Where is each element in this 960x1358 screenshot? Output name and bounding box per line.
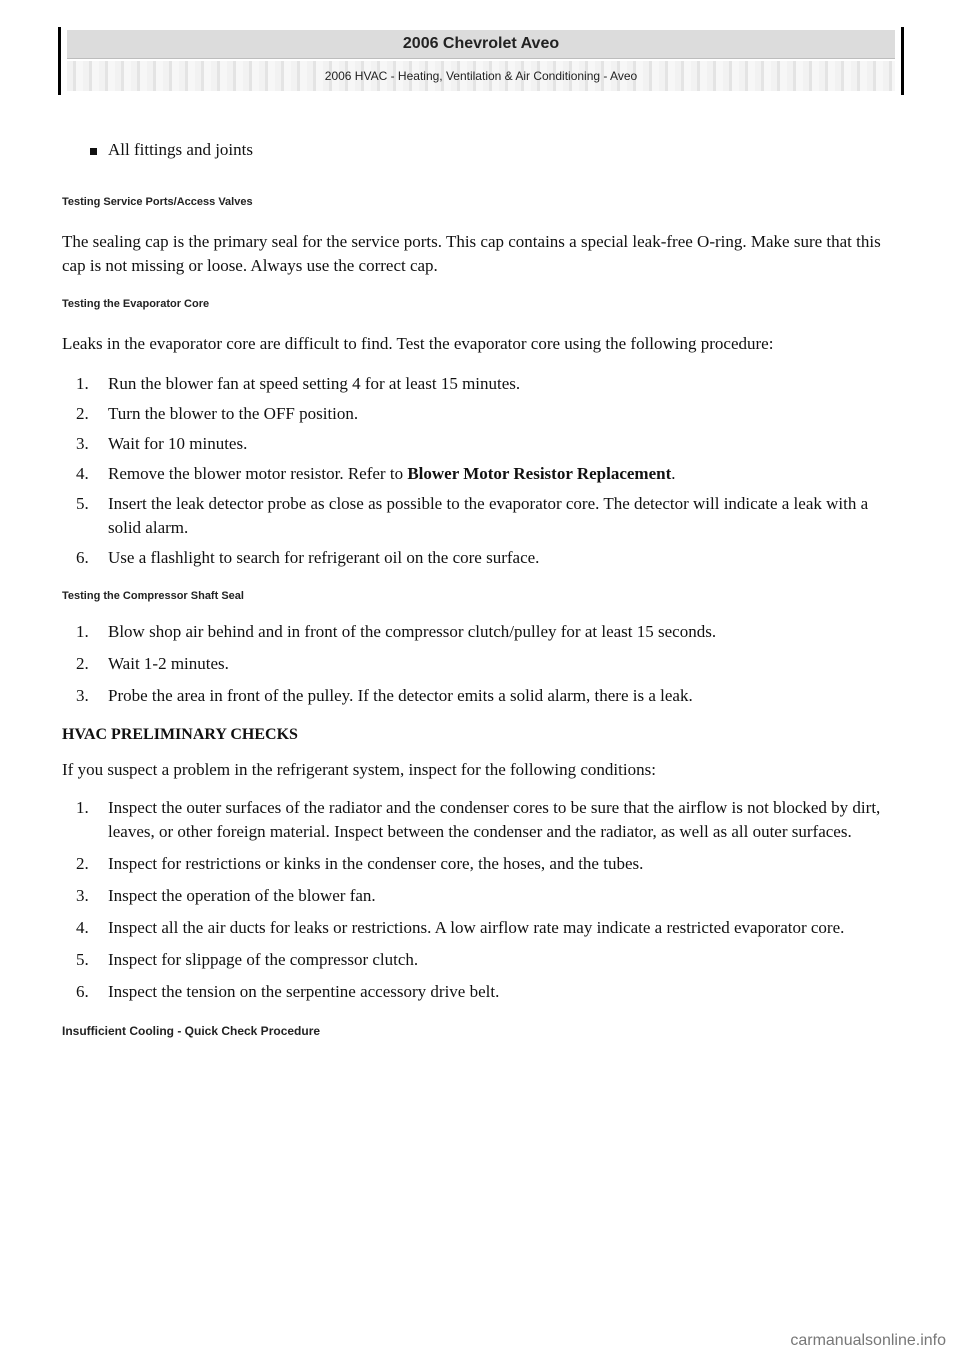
list-item: [62, 884, 902, 908]
document-body: [62, 138, 902, 1038]
step-text: Blow shop air behind and in front of the compressor clutch/pulley for at least 15 seconds.: [108, 622, 717, 641]
step-text: Inspect all the air ducts for leaks or restrictions. A low airflow rate may indicate a restricted evaporator core.: [108, 918, 845, 937]
insufficient-cooling-heading: Insufficient Cooling - Quick Check Procedure: [62, 1024, 321, 1038]
step-text: Probe the area in front of the pulley. If the detector emits a solid alarm, there is a leak.: [108, 686, 693, 705]
intro-bullet-list: [62, 138, 902, 162]
step-text: Run the blower fan at speed setting 4 for at least 15 minutes.: [108, 374, 521, 393]
blower-resistor-link[interactable]: Blower Motor Resistor Replacement: [407, 464, 672, 483]
step-number: 6.: [76, 548, 89, 567]
document-subtitle: 2006 HVAC - Heating, Ventilation & Air Conditioning - Aveo: [324, 69, 638, 83]
compressor-heading: Testing the Compressor Shaft Seal: [62, 590, 244, 602]
list-item: [62, 916, 902, 940]
preliminary-checks-heading: HVAC PRELIMINARY CHECKS: [62, 726, 298, 743]
list-item: [62, 546, 902, 570]
subtitle-band: [67, 61, 895, 91]
watermark: carmanualsonline.info: [790, 1332, 946, 1349]
step-number: 5.: [76, 950, 89, 969]
list-item: [62, 948, 902, 972]
compressor-steps: [62, 620, 902, 708]
step-number: 1.: [76, 622, 89, 641]
step-number: 1.: [76, 374, 89, 393]
evaporator-heading: Testing the Evaporator Core: [62, 298, 210, 310]
document-title: 2006 Chevrolet Aveo: [402, 35, 560, 52]
service-ports-heading: Testing Service Ports/Access Valves: [62, 196, 253, 208]
step-number: 2.: [76, 854, 89, 873]
step-number: 3.: [76, 886, 89, 905]
step-number: 2.: [76, 654, 89, 673]
service-ports-text: The sealing cap is the primary seal for the service ports. This cap contains a special leak-free O-ring. Make sure that this cap is not missing or loose. Always use the correct cap.: [62, 232, 881, 275]
list-item: All fittings and joints: [62, 138, 902, 162]
step-number: 4.: [76, 918, 89, 937]
step-number: 6.: [76, 982, 89, 1001]
evaporator-text: Leaks in the evaporator core are difficult to find. Test the evaporator core using the following procedure:: [62, 334, 774, 353]
step-text: Turn the blower to the OFF position.: [108, 404, 359, 423]
list-item: [62, 684, 902, 708]
step-number: 1.: [76, 798, 89, 817]
step-text: Insert the leak detector probe as close as possible to the evaporator core. The detector will indicate a leak with a solid alarm.: [108, 494, 869, 537]
step-text: Use a flashlight to search for refrigerant oil on the core surface.: [108, 548, 540, 567]
list-item: [62, 620, 902, 644]
list-item: [62, 852, 902, 876]
step-number: 2.: [76, 404, 89, 423]
list-item: [62, 462, 902, 486]
preliminary-checks-text: If you suspect a problem in the refrigerant system, inspect for the following conditions:: [62, 760, 656, 779]
list-item: [62, 372, 902, 396]
step-text: Wait for 10 minutes.: [108, 434, 248, 453]
step-text: Wait 1-2 minutes.: [108, 654, 229, 673]
step-number: 5.: [76, 494, 89, 513]
list-item: [62, 492, 902, 540]
step-text: Inspect for slippage of the compressor clutch.: [108, 950, 419, 969]
step-text: Inspect the operation of the blower fan.: [108, 886, 376, 905]
step-text-end: .: [671, 464, 676, 483]
list-item: [62, 796, 902, 844]
step-text: Inspect the outer surfaces of the radiator and the condenser cores to be sure that the airflow is not blocked by dirt, leaves, or other foreign material. Inspect between the condenser and the radiator, as well as all outer surfaces.: [108, 798, 881, 841]
list-item: [62, 402, 902, 426]
evaporator-steps: [62, 372, 902, 570]
page-header: [58, 27, 904, 95]
step-number: 3.: [76, 434, 89, 453]
step-number: 4.: [76, 464, 89, 483]
step-number: 3.: [76, 686, 89, 705]
preliminary-steps: [62, 796, 902, 1004]
list-item: [62, 980, 902, 1004]
title-band: [67, 30, 895, 59]
list-item: [62, 652, 902, 676]
step-text: Remove the blower motor resistor. Refer to: [108, 464, 408, 483]
step-text: Inspect for restrictions or kinks in the condenser core, the hoses, and the tubes.: [108, 854, 644, 873]
step-text: Inspect the tension on the serpentine accessory drive belt.: [108, 982, 500, 1001]
list-item: [62, 432, 902, 456]
